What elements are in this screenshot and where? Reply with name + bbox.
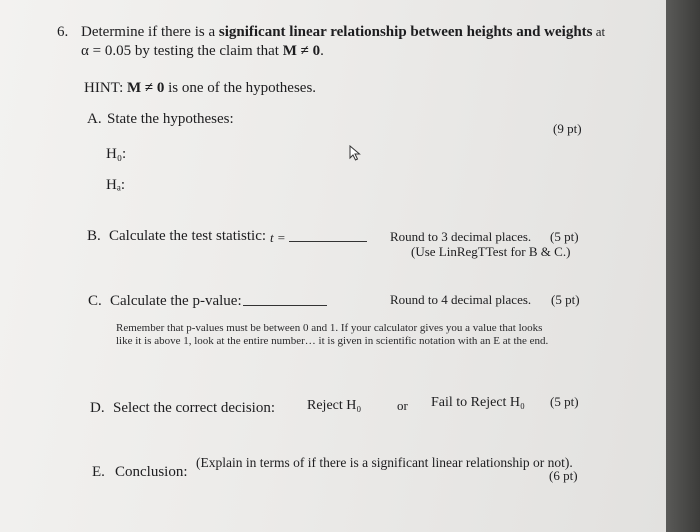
- question-line-1: [81, 24, 605, 41]
- alpha-claim-text: α = 0.05 by testing the claim that: [81, 43, 283, 59]
- part-e-points: (6 pt): [549, 468, 578, 483]
- part-b-points: (5 pt): [550, 229, 579, 244]
- p-value-reminder-line-1: Remember that p-values must be between 0 and 1. If your calculator gives you a value that looks: [116, 322, 543, 334]
- question-text-bold: significant linear relationship between heights and weights: [218, 24, 593, 40]
- part-c-label: C.: [88, 293, 102, 309]
- question-text-end: at: [592, 24, 606, 39]
- part-b-round-note: Round to 3 decimal places.: [390, 229, 532, 244]
- linregttest-note: (Use LinRegTTest for B & C.): [411, 244, 571, 259]
- part-e-label: E.: [92, 464, 105, 480]
- part-d-points: (5 pt): [550, 394, 579, 409]
- null-hypothesis-label: H₀:: [106, 146, 127, 162]
- part-d-label: D.: [90, 400, 105, 416]
- question-line-2: [81, 43, 324, 60]
- reject-h0-option[interactable]: Reject H₀: [307, 398, 362, 413]
- claim-expression: M ≠ 0: [282, 43, 321, 59]
- part-d-text: Select the correct decision:: [113, 400, 276, 416]
- page-edge-shadow: [666, 0, 700, 532]
- p-value-reminder-line-2: like it is above 1, look at the entire number… it is given in scientific notation with an E at the end.: [116, 335, 549, 347]
- part-c-points: (5 pt): [551, 292, 580, 307]
- part-c-text: Calculate the p-value:: [110, 293, 242, 309]
- part-b-text: Calculate the test statistic:: [109, 228, 267, 244]
- hint-label: HINT:: [84, 80, 127, 96]
- question-text-plain: Determine if there is a: [81, 24, 219, 40]
- mouse-cursor-icon: [349, 145, 363, 161]
- part-a-label: A.: [87, 111, 102, 127]
- part-b-label: B.: [87, 228, 101, 244]
- conclusion-instruction: (Explain in terms of if there is a significant linear relationship or not).: [196, 455, 573, 470]
- hint-line: [84, 80, 316, 97]
- part-a-points: (9 pt): [553, 121, 582, 136]
- question-number: 6.: [57, 24, 69, 40]
- hint-text: is one of the hypotheses.: [164, 80, 317, 96]
- t-statistic-blank[interactable]: [289, 229, 367, 247]
- fail-to-reject-h0-option[interactable]: Fail to Reject H₀: [431, 395, 525, 410]
- hint-expression: M ≠ 0: [127, 80, 165, 96]
- or-text: or: [397, 398, 408, 413]
- claim-period: .: [320, 43, 324, 59]
- p-value-blank[interactable]: [243, 293, 327, 311]
- alt-hypothesis-label: Hₐ:: [106, 177, 126, 193]
- part-c-round-note: Round to 4 decimal places.: [390, 292, 532, 307]
- t-statistic-var: t =: [270, 230, 286, 245]
- part-e-text: Conclusion:: [115, 464, 188, 480]
- part-a-text: State the hypotheses:: [107, 111, 234, 127]
